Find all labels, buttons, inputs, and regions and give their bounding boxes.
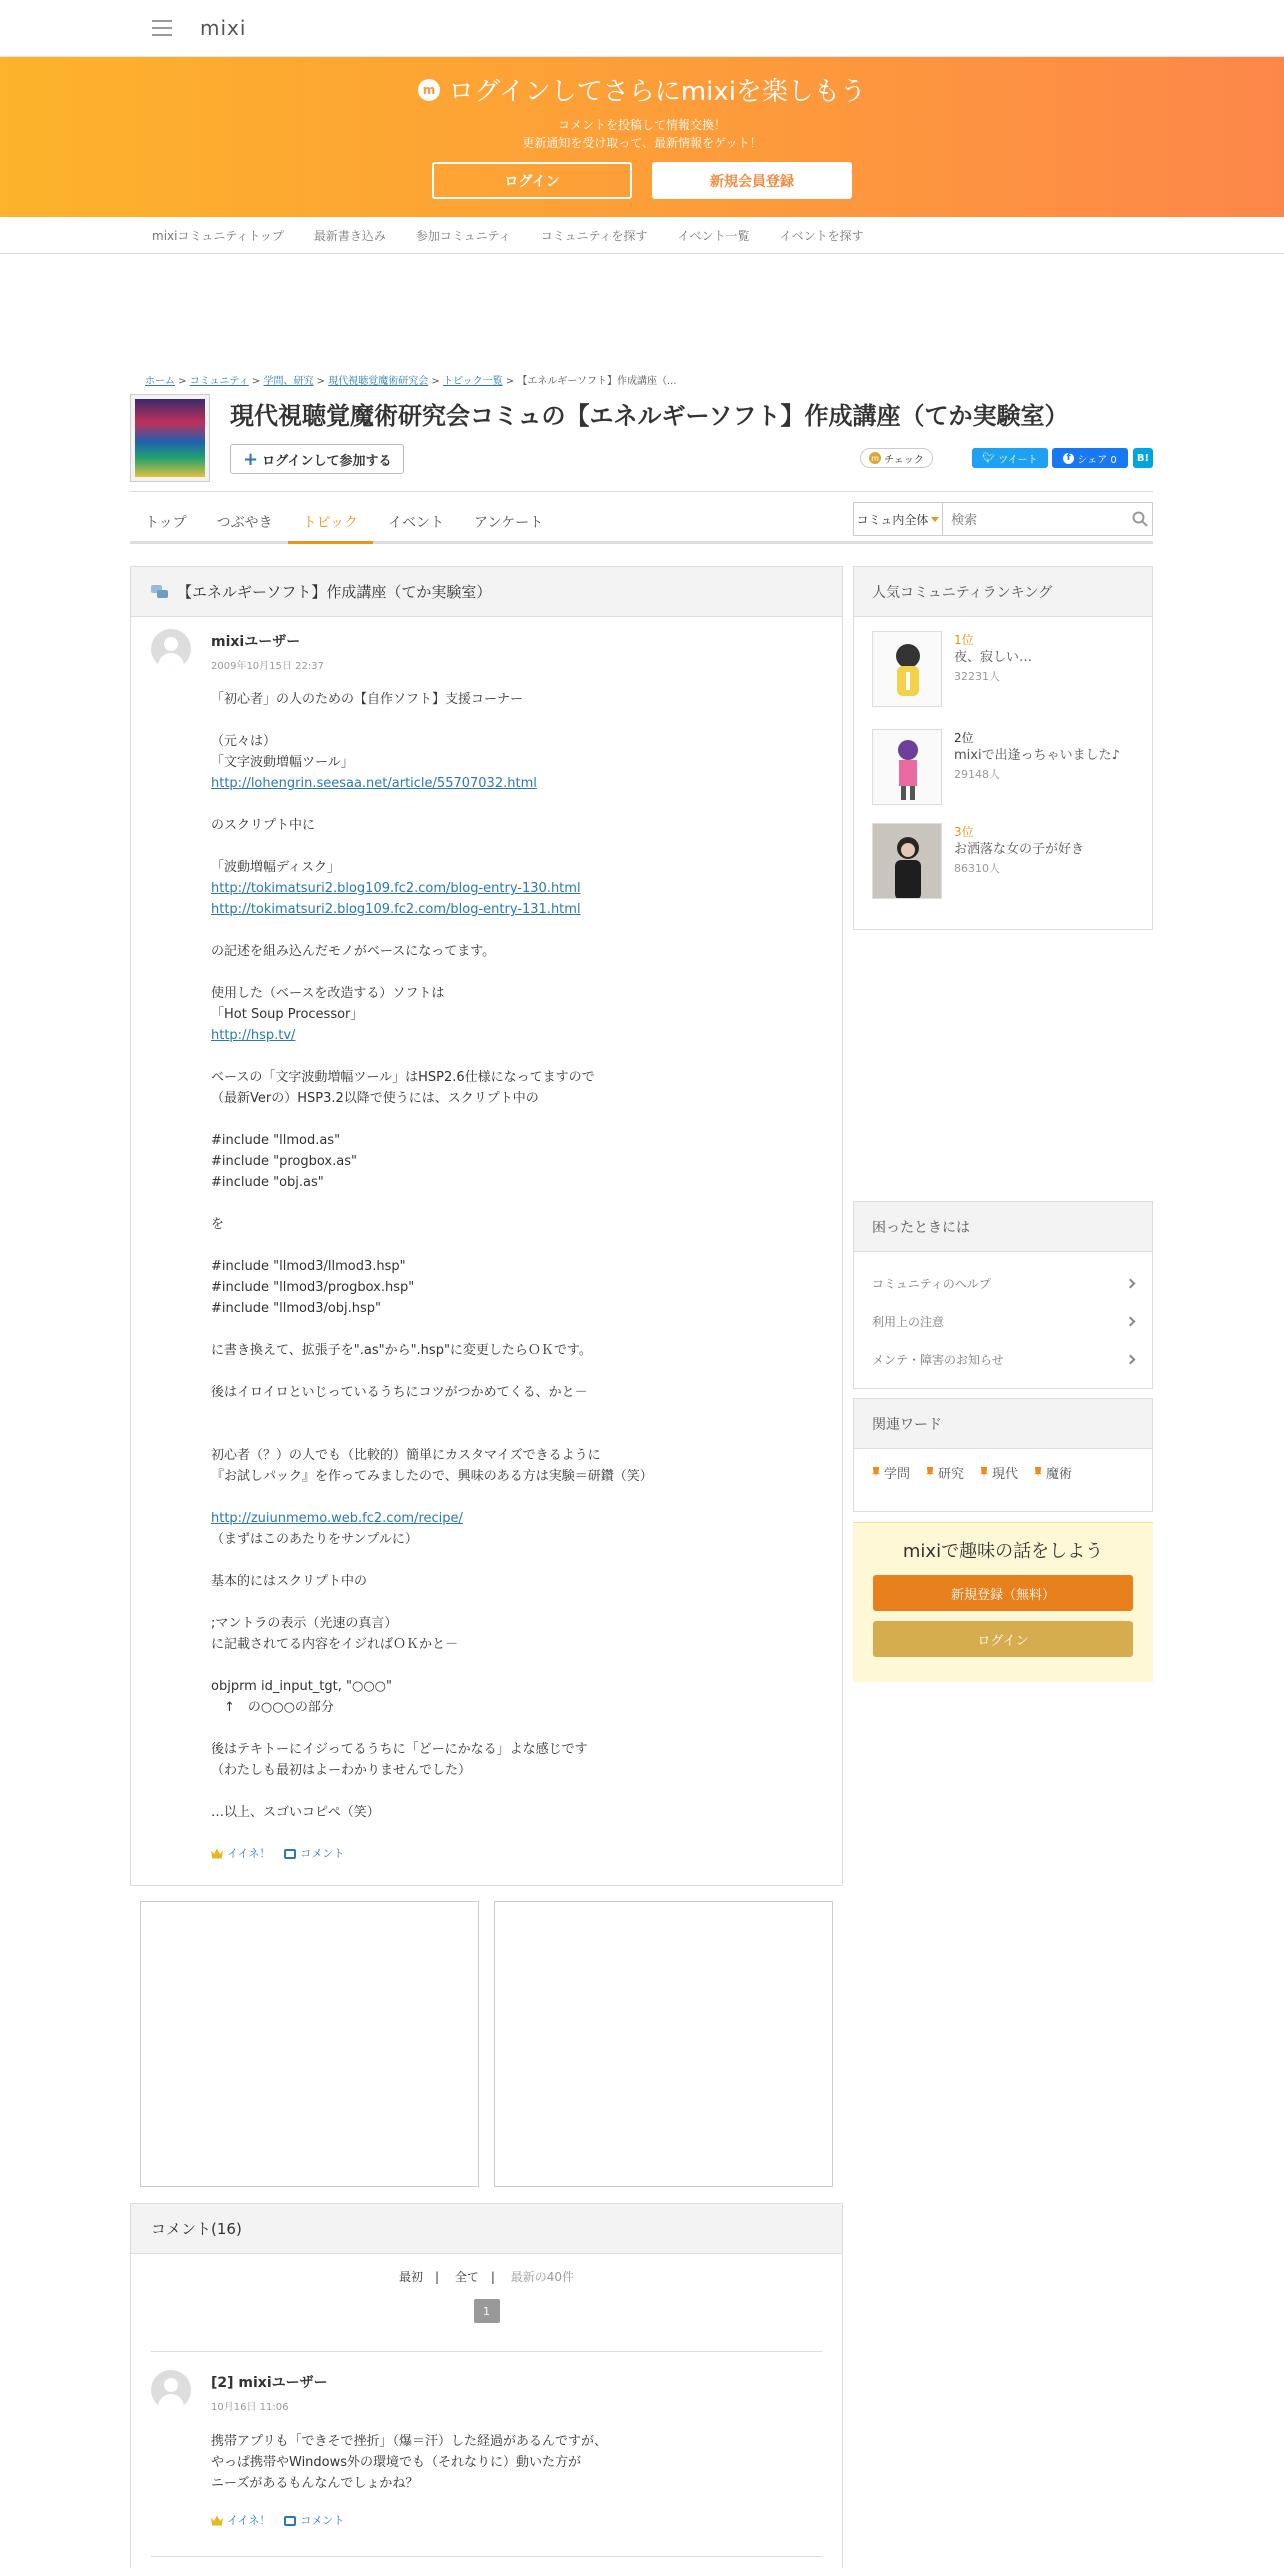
topic-line bbox=[211, 1550, 811, 1571]
topic-line: ベースの「文字波動増幅ツール」はHSP2.6仕様になってますので bbox=[211, 1070, 595, 1085]
comment-actions bbox=[211, 2510, 811, 2531]
pager-first[interactable]: 最初 bbox=[398, 2270, 423, 2284]
topic-line: #include "llmod.as" bbox=[211, 1133, 341, 1148]
promo-register-button[interactable]: 新規登録（無料） bbox=[873, 1575, 1133, 1611]
rank-member-count: 86310人 bbox=[954, 862, 1000, 875]
banner-title-text: ログインしてさらにmixiを楽しもう bbox=[448, 77, 866, 107]
topic-line: 後はテキトーにイジってるうちに「どーにかなる」よな感じです bbox=[211, 1742, 588, 1757]
check-button[interactable] bbox=[860, 448, 933, 468]
pager-all[interactable]: 全て bbox=[454, 2270, 479, 2284]
topic-line: #include "llmod3/progbox.hsp" bbox=[211, 1280, 415, 1295]
ranking-box bbox=[853, 566, 1153, 930]
twitter-icon: 🐦︎ bbox=[982, 452, 995, 464]
tweet-button[interactable] bbox=[972, 448, 1048, 468]
crown-icon bbox=[211, 1849, 223, 1859]
tweet-label: ツイート bbox=[998, 454, 1038, 466]
topic-line: 「初心者」の人のための【自作ソフト】支援コーナー bbox=[211, 692, 524, 707]
topic-line bbox=[211, 1487, 811, 1508]
banner-title bbox=[0, 71, 1284, 108]
topic-line: …以上、スゴいコピペ（笑） bbox=[211, 1805, 380, 1820]
topic-line bbox=[211, 962, 811, 983]
topic-line: 『お試しパック』を作ってみましたので、興味のある方は実験＝研鑽（笑） bbox=[211, 1469, 653, 1484]
comment-line: 携帯アプリも「できそで挫折」（爆＝汗）した経過があるんですが、 bbox=[211, 2434, 607, 2449]
subnav-community-top[interactable]: mixiコミュニティトップ bbox=[152, 228, 284, 243]
login-banner bbox=[0, 57, 1284, 217]
like-label: イイネ！ bbox=[227, 2514, 271, 2527]
signup-promo bbox=[853, 1522, 1153, 1682]
topic-link[interactable]: http://tokimatsuri2.blog109.fc2.com/blog-entry-131.html bbox=[211, 902, 581, 917]
topic-line bbox=[211, 1193, 811, 1214]
page-title: 現代視聴覚魔術研究会コミュの【エネルギーソフト】作成講座（てか実験室） bbox=[230, 402, 1069, 430]
mixi-icon: m bbox=[418, 79, 440, 101]
like-button[interactable] bbox=[211, 2510, 270, 2531]
topic-line: の記述を組み込んだモノがベースになってます。 bbox=[211, 944, 496, 959]
facebook-share-button[interactable] bbox=[1052, 448, 1128, 468]
related-word-label: 現代 bbox=[992, 1467, 1019, 1482]
rank-community-name[interactable]: mixiで出逢っちゃいました♪ bbox=[954, 748, 1120, 763]
topic-line bbox=[211, 1718, 811, 1739]
topic-line: 「Hot Soup Processor」 bbox=[211, 1007, 364, 1022]
promo-title: mixiで趣味の話をしよう bbox=[902, 1541, 1104, 1562]
search-input[interactable] bbox=[943, 503, 1127, 535]
tab-tweets[interactable]: つぶやき bbox=[216, 515, 273, 531]
related-word-label: 魔術 bbox=[1046, 1467, 1073, 1482]
topic-line: （まずはこのあたりをサンプルに） bbox=[211, 1532, 418, 1547]
rank-member-count: 29148人 bbox=[954, 768, 1000, 781]
related-words-box bbox=[853, 1398, 1153, 1512]
topic-line: #include "llmod3/llmod3.hsp" bbox=[211, 1259, 406, 1274]
topic-line: を bbox=[211, 1217, 225, 1232]
ad-slot-right bbox=[494, 1901, 833, 2187]
breadcrumb-category[interactable]: 学問、研究 bbox=[263, 376, 314, 387]
comments-pager: 最初 | 全て | 最新の40件 bbox=[398, 2270, 575, 2284]
search-scope-label: コミュ内全体 bbox=[856, 512, 929, 527]
help-label: 利用上の注意 bbox=[872, 1314, 945, 1329]
topic-line: objprm id_input_tgt, "○○○" bbox=[211, 1679, 392, 1694]
topic-line: #include "llmod3/obj.hsp" bbox=[211, 1301, 382, 1316]
topic-line: 初心者（？）の人でも（比較的）簡単にカスタマイズできるように bbox=[211, 1448, 601, 1463]
topic-body bbox=[211, 689, 811, 1864]
topic-line: #include "progbox.as" bbox=[211, 1154, 357, 1169]
community-thumbnail[interactable] bbox=[130, 394, 210, 482]
subnav-find-community[interactable]: コミュニティを探す bbox=[540, 228, 648, 243]
like-label: イイネ！ bbox=[227, 1847, 271, 1860]
breadcrumb-community[interactable]: コミュニティ bbox=[189, 376, 249, 387]
facebook-share-label: シェア 0 bbox=[1077, 454, 1117, 466]
crown-icon bbox=[211, 2516, 223, 2526]
banner-login-button[interactable]: ログイン bbox=[432, 162, 632, 199]
related-word[interactable] bbox=[926, 1463, 964, 1482]
tab-event[interactable]: イベント bbox=[388, 515, 445, 531]
topic-link[interactable]: http://tokimatsuri2.blog109.fc2.com/blog-entry-130.html bbox=[211, 881, 581, 896]
banner-sub-line-1: コメントを投稿して情報交換！ bbox=[557, 118, 726, 132]
promo-login-button[interactable]: ログイン bbox=[873, 1621, 1133, 1657]
chat-bubbles-icon bbox=[151, 585, 169, 599]
topic-title: 【エネルギーソフト】作成講座（てか実験室） bbox=[177, 583, 492, 601]
comment-button[interactable] bbox=[284, 2510, 344, 2531]
breadcrumb-current: 【エネルギーソフト】作成講座（... bbox=[517, 376, 677, 387]
topic-line: 使用した（ベースを改造する）ソフトは bbox=[211, 986, 445, 1001]
topic-line bbox=[211, 1655, 811, 1676]
pin-icon bbox=[1034, 1467, 1042, 1478]
rank-number: 2位 bbox=[954, 731, 974, 745]
rank-number: 1位 bbox=[954, 633, 974, 647]
post-date: 2009年10月15日 22:37 bbox=[211, 661, 324, 672]
related-word[interactable] bbox=[1034, 1463, 1072, 1482]
subnav-event-list[interactable]: イベント一覧 bbox=[677, 228, 750, 243]
ranking-item[interactable] bbox=[854, 729, 1152, 813]
topic-box bbox=[130, 566, 843, 1886]
help-label: コミュニティのヘルプ bbox=[872, 1276, 991, 1291]
banner-sub-line-2: 更新通知を受け取って、最新情報をゲット！ bbox=[522, 136, 762, 150]
topic-line bbox=[211, 794, 811, 815]
topic-line: に記載されてる内容をイジればＯＫかと－ bbox=[211, 1637, 459, 1652]
comment-line: やっぱ携帯やWindows外の環境でも（それなりに）動いた方が bbox=[211, 2455, 582, 2470]
check-label: チェック bbox=[884, 454, 924, 466]
comments-title: コメント(16) bbox=[151, 2220, 242, 2238]
topic-line: 基本的にはスクリプト中の bbox=[211, 1574, 368, 1589]
comment-line: ニーズがあるもんなんでしょかね？ bbox=[211, 2476, 419, 2491]
sub-nav bbox=[0, 217, 1284, 254]
community-image[interactable] bbox=[872, 631, 942, 707]
subnav-latest-posts[interactable]: 最新書き込み bbox=[313, 228, 386, 243]
dropdown-arrow-icon bbox=[931, 517, 939, 522]
banner-subtext bbox=[0, 116, 1284, 152]
topic-link[interactable]: http://lohengrin.seesaa.net/article/55707032.html bbox=[211, 776, 537, 791]
community-image[interactable] bbox=[872, 729, 942, 805]
topic-line: 後はイロイロといじっているうちにコツがつかめてくる、かと－ bbox=[211, 1385, 588, 1400]
avatar[interactable] bbox=[151, 629, 191, 669]
related-word[interactable] bbox=[980, 1463, 1018, 1482]
related-word[interactable] bbox=[872, 1463, 910, 1482]
like-button[interactable] bbox=[211, 1843, 270, 1864]
pin-icon bbox=[872, 1467, 880, 1478]
topic-line: ↑ の○○○の部分 bbox=[211, 1700, 334, 1715]
breadcrumb-home[interactable]: ホーム bbox=[145, 376, 175, 387]
pager-latest[interactable]: 最新の40件 bbox=[510, 2270, 575, 2284]
plus-icon: + bbox=[243, 448, 259, 470]
chevron-right-icon bbox=[1126, 1278, 1136, 1288]
mixi-check-icon: m bbox=[869, 452, 881, 464]
topic-line bbox=[211, 1403, 811, 1424]
page-number[interactable]: 1 bbox=[474, 2299, 500, 2323]
comment-date: 10月16日 11:06 bbox=[211, 2402, 289, 2413]
rank-community-name[interactable]: 夜、寂しい… bbox=[954, 650, 1033, 665]
comment-body bbox=[211, 2431, 811, 2531]
topic-line bbox=[211, 710, 811, 731]
comment-author-name[interactable]: [2] mixiユーザー bbox=[211, 2375, 328, 2391]
topic-line: （わたしも最初はよーわかりませんでした） bbox=[211, 1763, 472, 1778]
related-words-header: 関連ワード bbox=[854, 1399, 1152, 1449]
topic-line: 「波動増幅ディスク」 bbox=[211, 860, 340, 875]
rank-member-count: 32231人 bbox=[954, 670, 1000, 683]
pin-icon bbox=[926, 1467, 934, 1478]
rank-community-name[interactable]: お洒落な女の子が好き bbox=[954, 842, 1085, 857]
facebook-icon: f bbox=[1063, 453, 1074, 464]
related-words-list bbox=[854, 1449, 1152, 1496]
topic-line: （最新Verの）HSP3.2以降で使うには、スクリプト中の bbox=[211, 1091, 539, 1106]
ranking-item[interactable] bbox=[854, 631, 1152, 715]
hatena-bookmark-button[interactable]: B! bbox=[1133, 448, 1153, 468]
topic-line bbox=[211, 1109, 811, 1130]
rank-number: 3位 bbox=[954, 825, 974, 839]
topic-line: 「文字波動増幅ツール」 bbox=[211, 755, 354, 770]
ranking-header: 人気コミュニティランキング bbox=[854, 567, 1152, 617]
topic-line bbox=[211, 1025, 811, 1046]
topic-line bbox=[211, 836, 811, 857]
search-icon[interactable] bbox=[1127, 503, 1152, 535]
breadcrumb-comm[interactable]: 現代視聴覚魔術研究会 bbox=[328, 376, 429, 387]
topic-line bbox=[211, 920, 811, 941]
banner-register-button[interactable]: 新規会員登録 bbox=[652, 162, 852, 199]
help-header: 困ったときには bbox=[854, 1202, 1152, 1252]
community-search bbox=[853, 502, 1153, 536]
subnav-find-event[interactable]: イベントを探す bbox=[779, 228, 864, 243]
topic-line: に書き換えて、拡張子を".as"から".hsp"に変更したらＯＫです。 bbox=[211, 1343, 592, 1358]
comment-label: コメント bbox=[300, 2514, 345, 2527]
topic-actions bbox=[211, 1843, 811, 1864]
comment-author bbox=[151, 2370, 328, 2413]
topic-line: のスクリプト中に bbox=[211, 818, 316, 833]
help-label: メンテ・障害のお知らせ bbox=[872, 1352, 1004, 1367]
pin-icon bbox=[980, 1467, 988, 1478]
topic-line: #include "obj.as" bbox=[211, 1175, 324, 1190]
related-word-label: 研究 bbox=[938, 1467, 965, 1482]
topic-line bbox=[211, 1361, 811, 1382]
tab-top[interactable]: トップ bbox=[145, 515, 187, 531]
topic-line bbox=[211, 1424, 811, 1445]
comments-box bbox=[130, 2203, 843, 2568]
topic-line bbox=[211, 773, 811, 794]
tab-topic[interactable]: トピック bbox=[288, 500, 373, 541]
chevron-right-icon bbox=[1126, 1316, 1136, 1326]
breadcrumb-topics[interactable]: トピック一覧 bbox=[443, 376, 503, 387]
topic-link[interactable]: http://zuiunmemo.web.fc2.com/recipe/ bbox=[211, 1511, 463, 1526]
topic-line bbox=[211, 1781, 811, 1802]
comment-icon bbox=[284, 1849, 296, 1859]
topic-line bbox=[211, 878, 811, 899]
topic-line bbox=[211, 1235, 811, 1256]
comments-header bbox=[131, 2204, 842, 2254]
mixi-logo[interactable]: mixi bbox=[200, 16, 247, 40]
menu-icon[interactable] bbox=[152, 20, 172, 36]
breadcrumb: ホーム > コミュニティ > 学問、研究 > 現代視聴覚魔術研究会 > トピック一覧 > 【エネルギーソフト】作成講座（... bbox=[145, 376, 677, 387]
search-scope-select[interactable] bbox=[854, 503, 943, 535]
topic-link[interactable]: http://hsp.tv/ bbox=[211, 1028, 296, 1043]
avatar[interactable] bbox=[151, 2370, 191, 2410]
community-image[interactable] bbox=[872, 823, 942, 899]
topic-header bbox=[131, 567, 842, 617]
help-link-community-help[interactable] bbox=[854, 1264, 1152, 1302]
top-bar bbox=[0, 0, 1284, 57]
join-label: ログインして参加する bbox=[262, 453, 392, 469]
topic-line bbox=[211, 1046, 811, 1067]
help-link-maintenance[interactable] bbox=[854, 1340, 1152, 1378]
topic-line bbox=[211, 1592, 811, 1613]
topic-line bbox=[211, 899, 811, 920]
ranking-item[interactable] bbox=[854, 823, 1152, 907]
topic-line: （元々は） bbox=[211, 734, 277, 749]
help-link-usage-notes[interactable] bbox=[854, 1302, 1152, 1340]
help-box bbox=[853, 1201, 1153, 1389]
topic-author bbox=[151, 629, 324, 672]
tab-survey[interactable]: アンケート bbox=[474, 515, 544, 531]
author-name[interactable]: mixiユーザー bbox=[211, 634, 301, 650]
comment-icon bbox=[284, 2516, 296, 2526]
topic-line bbox=[211, 1319, 811, 1340]
comment-button[interactable] bbox=[284, 1843, 344, 1864]
join-button[interactable] bbox=[230, 444, 404, 474]
subnav-joined-communities[interactable]: 参加コミュニティ bbox=[415, 228, 511, 243]
ad-slot-left bbox=[140, 1901, 479, 2187]
related-word-label: 学問 bbox=[884, 1467, 911, 1482]
chevron-right-icon bbox=[1126, 1354, 1136, 1364]
topic-line: ;マントラの表示（光速の真言） bbox=[211, 1616, 398, 1631]
topic-line bbox=[211, 1508, 811, 1529]
comment-label: コメント bbox=[300, 1847, 345, 1860]
